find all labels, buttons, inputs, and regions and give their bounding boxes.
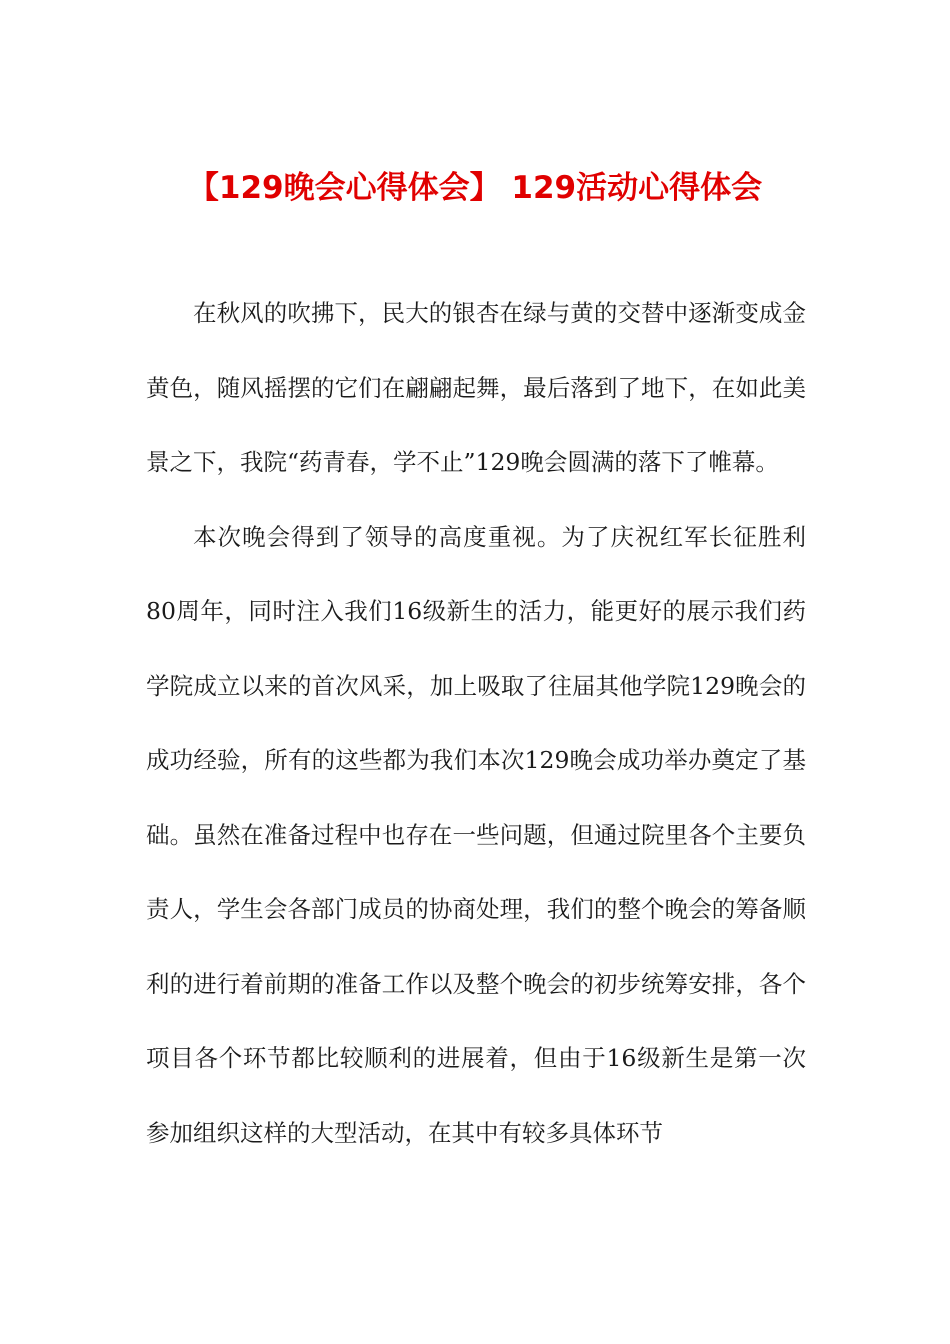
document-title: 【129晚会心得体会】 129活动心得体会: [187, 169, 763, 206]
document-body: [146, 276, 806, 1170]
paragraph: 在秋风的吹拂下，民大的银杏在绿与黄的交替中逐渐变成金黄色，随风摇摆的它们在翩翩起舞，最后落到了地下，在如此美景之下，我院“药青春，学不止”129晚会圆满的落下了帷幕。: [146, 299, 806, 476]
paragraph: 本次晚会得到了领导的高度重视。为了庆祝红军长征胜利80周年，同时注入我们16级新生的活力，能更好的展示我们药学院成立以来的首次风采，加上吸取了往届其他学院129晚会的成功经验，所有的这些都为我们本次129晚会成功举办奠定了基础。虽然在准备过程中也存在一些问题，但通过院里各个主要负责人，学生会各部门成员的协商处理，我们的整个晚会的筹备顺利的进行着前期的准备工作以及整个晚会的初步统筹安排，各个项目各个环节都比较顺利的进展着，但由于16级新生是第一次参加组织这样的大型活动，在其中有较多具体环节: [146, 522, 806, 1147]
